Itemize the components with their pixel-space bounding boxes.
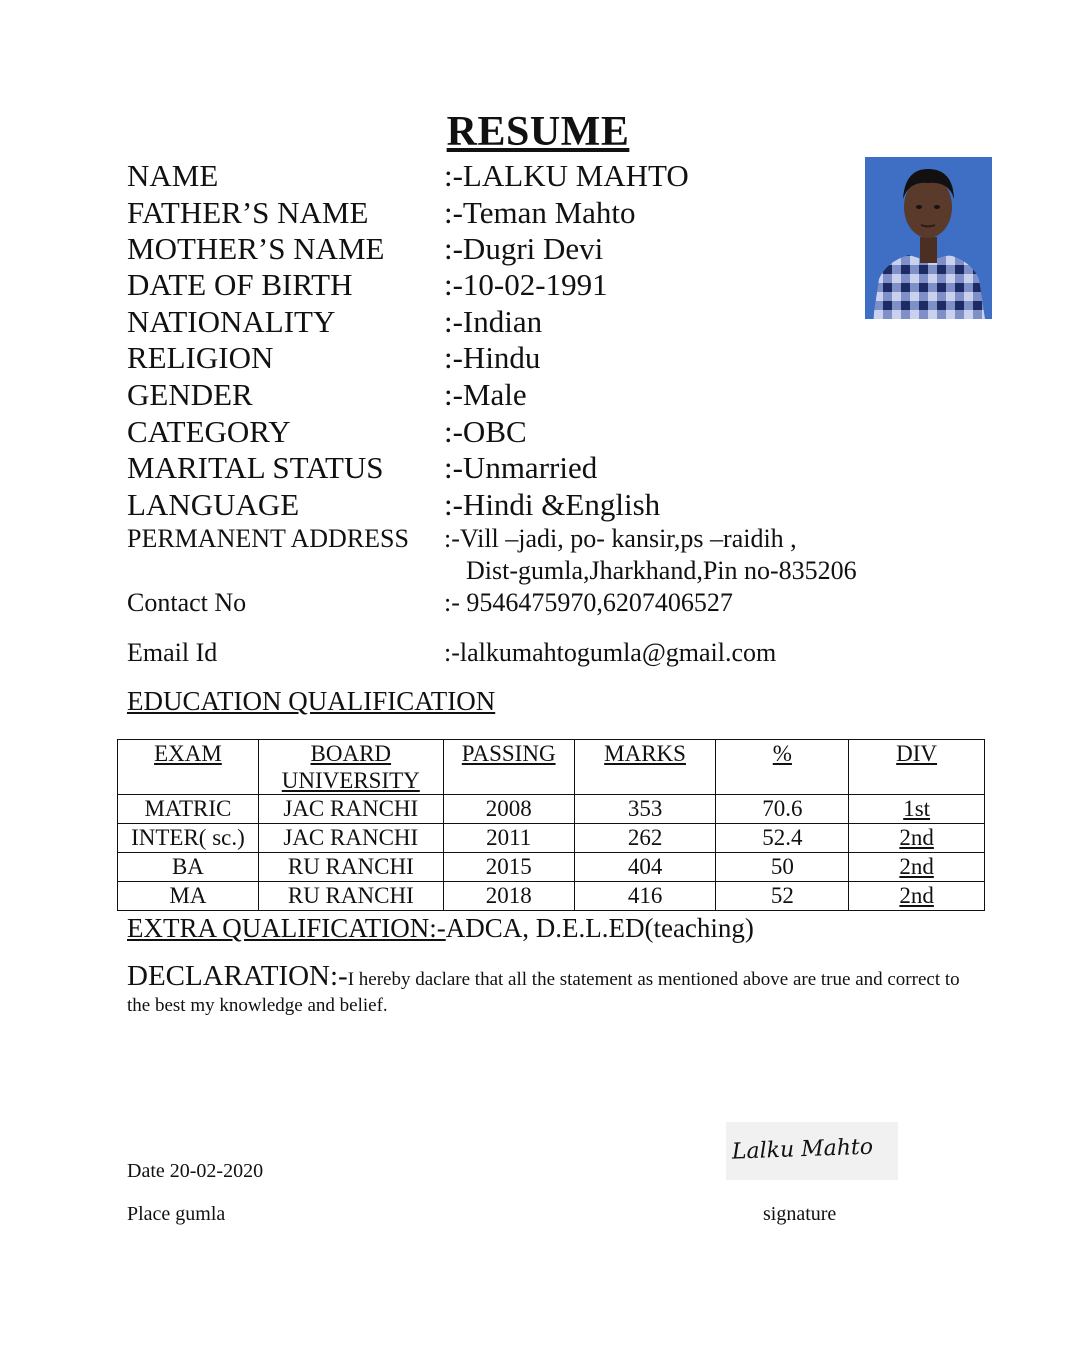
table-row xyxy=(118,853,985,882)
resume-title: RESUME xyxy=(446,109,630,155)
header-percent: % xyxy=(716,740,849,795)
cell-div: 2nd xyxy=(849,853,985,882)
address-line2: Dist-gumla,Jharkhand,Pin no-835206 xyxy=(466,556,857,585)
header-div: DIV xyxy=(849,740,985,795)
dob-label: DATE OF BIRTH xyxy=(127,267,353,302)
cell-board: JAC RANCHI xyxy=(258,824,443,853)
header-exam: EXAM xyxy=(118,740,259,795)
name-label: NAME xyxy=(127,158,219,193)
cell-passing: 2011 xyxy=(443,824,574,853)
cell-board: RU RANCHI xyxy=(258,853,443,882)
table-header-row xyxy=(118,740,985,795)
cell-percent: 52 xyxy=(716,882,849,911)
signature-image xyxy=(726,1122,898,1180)
education-table xyxy=(117,739,985,911)
contact-label: Contact No xyxy=(127,588,247,617)
cell-marks: 353 xyxy=(574,795,716,824)
cell-board: RU RANCHI xyxy=(258,882,443,911)
extra-qualification-label: EXTRA QUALIFICATION:- xyxy=(127,913,446,943)
header-board xyxy=(258,740,443,795)
father-name-label: FATHER’S NAME xyxy=(127,195,369,230)
cell-board: JAC RANCHI xyxy=(258,795,443,824)
address-label: PERMANENT ADDRESS xyxy=(127,524,409,553)
category-label: CATEGORY xyxy=(127,414,291,449)
table-row xyxy=(118,795,985,824)
header-board-line2: UNIVERSITY xyxy=(281,768,420,793)
contact-value: :- 9546475970,6207406527 xyxy=(444,588,733,617)
cell-div: 2nd xyxy=(849,882,985,911)
dob-value: :-10-02-1991 xyxy=(444,267,608,302)
mother-name-label: MOTHER’S NAME xyxy=(127,231,385,266)
cell-percent: 50 xyxy=(716,853,849,882)
gender-label: GENDER xyxy=(127,377,253,412)
person-photo-icon xyxy=(865,157,992,319)
cell-exam: BA xyxy=(118,853,259,882)
cell-div: 1st xyxy=(849,795,985,824)
declaration xyxy=(127,960,967,1019)
cell-exam: MA xyxy=(118,882,259,911)
declaration-text: I hereby daclare that all the statement as mentioned above are true and correct to the best my knowledge and belief. xyxy=(127,969,960,1016)
declaration-label: DECLARATION:- xyxy=(127,960,348,992)
svg-text:Lalku Mahto: Lalku Mahto xyxy=(731,1134,874,1165)
religion-value: :-Hindu xyxy=(444,340,541,375)
place-text: Place gumla xyxy=(127,1203,226,1225)
profile-photo xyxy=(865,157,992,319)
cell-percent: 52.4 xyxy=(716,824,849,853)
extra-qualification xyxy=(127,913,754,944)
religion-label: RELIGION xyxy=(127,340,274,375)
cell-passing: 2018 xyxy=(443,882,574,911)
nationality-label: NATIONALITY xyxy=(127,304,336,339)
header-board-line1: BOARD xyxy=(310,741,392,766)
header-passing: PASSING xyxy=(443,740,574,795)
email-label: Email Id xyxy=(127,638,218,667)
cell-exam: MATRIC xyxy=(118,795,259,824)
mother-name-value: :-Dugri Devi xyxy=(444,231,604,266)
language-label: LANGUAGE xyxy=(127,487,300,522)
language-value: :-Hindi &English xyxy=(444,487,661,522)
extra-qualification-value: ADCA, D.E.L.ED(teaching) xyxy=(445,913,754,943)
header-marks: MARKS xyxy=(574,740,716,795)
cell-percent: 70.6 xyxy=(716,795,849,824)
category-value: :-OBC xyxy=(444,414,527,449)
signature-label: signature xyxy=(763,1203,837,1225)
cell-marks: 416 xyxy=(574,882,716,911)
table-row xyxy=(118,824,985,853)
marital-status-value: :-Unmarried xyxy=(444,450,598,485)
table-row xyxy=(118,882,985,911)
nationality-value: :-Indian xyxy=(444,304,543,339)
cell-marks: 404 xyxy=(574,853,716,882)
email-value: :-lalkumahtogumla@gmail.com xyxy=(444,638,777,667)
cell-exam: INTER( sc.) xyxy=(118,824,259,853)
cell-marks: 262 xyxy=(574,824,716,853)
father-name-value: :-Teman Mahto xyxy=(444,195,636,230)
date-text: Date 20-02-2020 xyxy=(127,1160,264,1182)
gender-value: :-Male xyxy=(444,377,527,412)
cell-div: 2nd xyxy=(849,824,985,853)
handwritten-signature-icon xyxy=(726,1122,898,1180)
name-value: :-LALKU MAHTO xyxy=(444,158,689,193)
cell-passing: 2008 xyxy=(443,795,574,824)
cell-passing: 2015 xyxy=(443,853,574,882)
marital-status-label: MARITAL STATUS xyxy=(127,450,384,485)
education-heading: EDUCATION QUALIFICATION xyxy=(127,686,496,716)
address-line1: :-Vill –jadi, po- kansir,ps –raidih , xyxy=(444,524,797,553)
